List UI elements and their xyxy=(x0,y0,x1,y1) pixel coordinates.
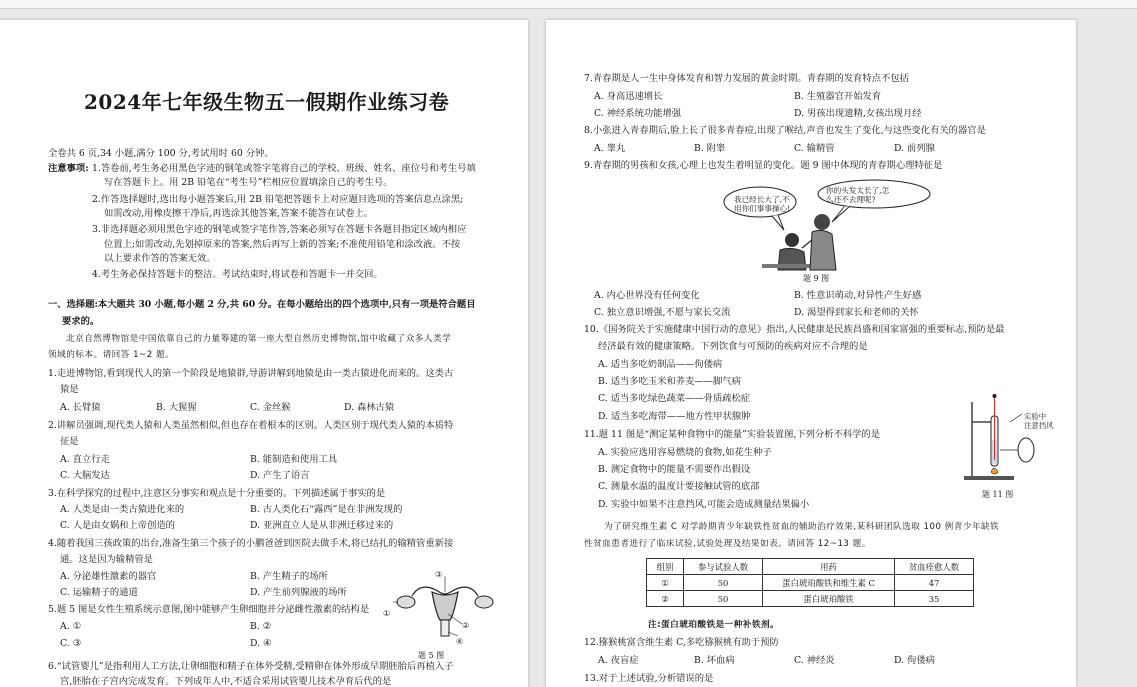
passage-2-line: 为了研究维生素 C 对学龄期青少年缺铁性贫血的辅助治疗效果,某科研团队选取 100 例青少年缺铁 xyxy=(604,522,1000,532)
table-cell: ① xyxy=(647,575,684,591)
table-cell: 50 xyxy=(684,591,763,607)
q5-option-a: A. ① xyxy=(60,621,81,632)
q7-option-d: D. 男孩出现遗精,女孩出现月经 xyxy=(794,108,922,119)
q7-option-b: B. 生殖器官开始发育 xyxy=(794,91,882,102)
question-4-cont: 通。这是因为输精管是 xyxy=(60,554,153,565)
q4-option-b: B. 产生精子的场所 xyxy=(250,571,328,582)
question-9: 9.青春期的男孩和女孩,心理上也发生着明显的变化。题 9 图中体现的青春期心理特征是 xyxy=(584,160,943,171)
q1-option-d: D. 森林古猿 xyxy=(344,402,395,413)
table-cell: ② xyxy=(647,591,684,607)
question-6-cont: 宫,胚胎在子宫内完成发育。下列成年人中,不适合采用试管婴儿技术孕育后代的是 xyxy=(60,676,392,687)
question-7: 7.青春期是人一生中身体发育和智力发展的黄金时期。青春期的发育特点不包括 xyxy=(584,73,909,84)
table-cell: 47 xyxy=(895,575,974,591)
question-2-cont: 征是 xyxy=(60,436,79,447)
fig9-bubble-boy: 我已经长大了,不 xyxy=(734,195,790,204)
q10-option-b: B. 适当多吃玉米和荞麦——脚气病 xyxy=(598,376,741,387)
q5-option-c: C. ③ xyxy=(60,638,82,649)
q3-option-a: A. 人类是由一类古猿进化来的 xyxy=(60,504,185,515)
document-page-1 xyxy=(0,20,528,687)
q11-option-a: A. 实验应选用容易燃烧的食物,如花生种子 xyxy=(598,447,772,458)
figure-5-reproductive-system xyxy=(390,564,500,644)
q3-option-d: D. 亚洲直立人是从非洲迁移过来的 xyxy=(250,520,394,531)
note-line: 2.作答选择题时,选出每小题答案后,用 2B 铅笔把答题卡上对应题目选项的答案信息点涂黑; xyxy=(92,194,464,205)
fig9-bubble-parent-2: 么还不去理呢? xyxy=(826,195,876,204)
table-row xyxy=(647,575,974,591)
q12-option-b: B. 坏血病 xyxy=(694,655,735,666)
question-10-cont: 经济最有效的健康策略。下列饮食与可预防的疾病对应不合理的是 xyxy=(598,341,868,352)
table-row xyxy=(647,559,974,575)
results-table xyxy=(646,558,974,607)
q3-option-b: B. 古人类化石“露西”是在非洲发现的 xyxy=(250,504,403,515)
section-heading-cont: 要求的。 xyxy=(62,316,100,327)
q7-option-c: C. 神经系统功能增强 xyxy=(594,108,682,119)
figure-9-caption: 题 9 图 xyxy=(803,274,830,283)
intro-text: 全卷共 6 页,34 小题,满分 100 分,考试用时 60 分钟。 xyxy=(48,148,274,159)
table-cell: 蛋白琥珀酸铁和维生素 C xyxy=(763,575,895,591)
question-5: 5.题 5 图是女性生殖系统示意图,图中能够产生卵细胞并分泌雌性激素的结构是 xyxy=(48,604,370,615)
passage-2-line: 性贫血患者进行了临床试验,试验处理及结果如表。请回答 12~13 题。 xyxy=(584,539,871,549)
section-heading: 一、选择题:本大题共 30 小题,每小题 2 分,共 60 分。在每小题给出的四个选项中,只有一项是符合题目 xyxy=(48,299,476,310)
q10-option-d: D. 适当多吃海带——地方性甲状腺肿 xyxy=(598,411,751,422)
q5-option-d: D. ④ xyxy=(250,638,272,649)
document-page-2 xyxy=(546,20,1076,687)
notes-label: 注意事项: xyxy=(48,163,89,174)
question-12: 12.猕猴桃富含维生素 C,多吃猕猴桃有助于预防 xyxy=(584,637,779,648)
table-cell: 蛋白琥珀酸铁 xyxy=(763,591,895,607)
q12-option-d: D. 佝偻病 xyxy=(894,655,935,666)
table-cell: 50 xyxy=(684,575,763,591)
table-cell: 用药 xyxy=(763,559,895,575)
q8-option-d: D. 前列腺 xyxy=(894,143,935,154)
q2-option-d: D. 产生了语言 xyxy=(250,470,310,481)
note-line: 位置上;如需改动,先划掉原来的答案,然后再写上新的答案;不准使用铅笔和涂改液。不按 xyxy=(104,239,461,250)
question-2: 2.讲解员强调,现代类人猿和人类虽然相似,但也存在着根本的区别。人类区别于现代类人猿的本质特 xyxy=(48,420,454,431)
table-cell: 贫血痊愈人数 xyxy=(895,559,974,575)
fig5-label-2: ② xyxy=(462,621,470,630)
note-line: 1.答卷前,考生务必用黑色字迹的钢笔或签字笔将自己的学校、班级、姓名、座位号和考生号填 xyxy=(92,163,476,174)
note-line: 3.非选择题必须用黑色字迹的钢笔或签字笔作答,答案必须写在答题卡各题目指定区域内相应 xyxy=(92,224,467,235)
q2-option-b: B. 能制造和使用工具 xyxy=(250,454,338,465)
question-6: 6.“试管婴儿”是指利用人工方法,让卵细胞和精子在体外受精,受精卵在体外形成早期胚胎后再植入子 xyxy=(48,661,454,672)
q2-option-a: A. 直立行走 xyxy=(60,454,110,465)
q3-option-c: C. 人是由女娲和上帝创造的 xyxy=(60,520,175,531)
q8-option-c: C. 输精管 xyxy=(794,143,835,154)
question-3: 3.在科学探究的过程中,注意区分事实和观点是十分重要的。下列描述属于事实的是 xyxy=(48,488,386,499)
q10-option-a: A. 适当多吃奶制品——佝偻病 xyxy=(598,359,723,370)
question-11: 11.题 11 图是“测定某种食物中的能量”实验装置图,下列分析不科学的是 xyxy=(584,429,881,440)
note-line: 写在答题卡上。用 2B 铅笔在“考生号”栏相应位置填涂自己的考生号。 xyxy=(104,177,393,188)
q7-option-a: A. 身高迅速增长 xyxy=(594,91,663,102)
figure-11-apparatus xyxy=(964,392,1048,488)
q8-option-a: A. 睾丸 xyxy=(594,143,626,154)
q1-option-b: B. 大猩猩 xyxy=(156,402,197,413)
q9-option-b: B. 性意识萌动,对异性产生好感 xyxy=(794,290,922,301)
table-note: 注:蛋白琥珀酸铁是一种补铁剂。 xyxy=(648,620,780,630)
question-10: 10.《国务院关于实施健康中国行动的意见》指出,人民健康是民族昌盛和国家富强的重要标志,预防是最 xyxy=(584,324,1005,335)
question-8: 8.小张进入青春期后,脸上长了很多青春痘,出现了喉结,声音也发生了变化,与这些变化有关的器官是 xyxy=(584,125,986,136)
table-cell: 35 xyxy=(895,591,974,607)
fig11-label: 实验中 xyxy=(1024,412,1047,421)
viewer-toolbar xyxy=(0,0,1137,9)
table-cell: 组别 xyxy=(647,559,684,575)
q4-option-c: C. 运输精子的通道 xyxy=(60,587,138,598)
q9-option-a: A. 内心世界没有任何变化 xyxy=(594,290,700,301)
passage-line: 北京自然博物馆是中国依靠自己的力量筹建的第一座大型自然历史博物馆,馆中收藏了众多人类学 xyxy=(66,334,452,344)
q8-option-b: B. 附睾 xyxy=(694,143,726,154)
passage-line: 领域的标本。请回答 1~2 题。 xyxy=(48,350,175,360)
fig5-label-1: ① xyxy=(383,609,391,618)
fig11-label-2: 注意挡风 xyxy=(1024,421,1054,430)
q11-option-c: C. 测量水温的温度计要接触试管的底部 xyxy=(598,481,760,492)
q12-option-a: A. 夜盲症 xyxy=(598,655,639,666)
figure-5-caption: 题 5 图 xyxy=(418,651,445,660)
q9-option-d: D. 渴望得到家长和老师的关怀 xyxy=(794,307,919,318)
question-4: 4.随着我国三孩政策的出台,准备生第三个孩子的小鹏爸爸到医院去做手术,将已结扎的输精管重新接 xyxy=(48,538,454,549)
q2-option-c: C. 大脑发达 xyxy=(60,470,110,481)
q12-option-c: C. 神经炎 xyxy=(794,655,835,666)
q1-option-c: C. 金丝猴 xyxy=(250,402,291,413)
q9-option-c: C. 独立意识增强,不愿与家长交流 xyxy=(594,307,731,318)
fig9-bubble-boy-2: 用你们事事操心! xyxy=(734,204,791,213)
figure-11-caption: 题 11 图 xyxy=(982,490,1014,499)
q4-option-d: D. 产生前列腺液的场所 xyxy=(250,587,347,598)
question-1-cont: 猿是 xyxy=(60,384,79,395)
exam-title: 2024年七年级生物五一假期作业练习卷 xyxy=(84,90,450,114)
note-line: 4.考生务必保持答题卡的整洁。考试结束时,将试卷和答题卡一并交回。 xyxy=(92,269,383,280)
q11-option-d: D. 实验中如果不注意挡风,可能会造成测量结果偏小 xyxy=(598,499,810,510)
q10-option-c: C. 适当多吃绿色蔬菜——骨质疏松症 xyxy=(598,393,751,404)
q11-option-b: B. 测定食物中的能量不需要作出假设 xyxy=(598,464,751,475)
q1-option-a: A. 长臂猿 xyxy=(60,402,101,413)
fig5-label-3: ③ xyxy=(435,570,443,579)
table-row xyxy=(647,591,974,607)
q4-option-a: A. 分泌雄性激素的器官 xyxy=(60,571,157,582)
note-line: 以上要求作答的答案无效。 xyxy=(104,253,216,264)
fig9-bubble-parent: 你的头发太长了,怎 xyxy=(826,186,890,195)
question-13: 13.对于上述试验,分析错误的是 xyxy=(584,673,714,684)
note-line: 如需改动,用橡皮擦干净后,再选涂其他答案,答案不能答在试卷上。 xyxy=(104,208,374,219)
question-1: 1.走进博物馆,看到现代人的第一个阶段是地猿群,导游讲解到地猿是由一类古猿进化而来的。这类古 xyxy=(48,368,454,379)
table-cell: 参与试验人数 xyxy=(684,559,763,575)
fig5-label-4: ④ xyxy=(456,637,464,646)
q5-option-b: B. ② xyxy=(250,621,272,632)
